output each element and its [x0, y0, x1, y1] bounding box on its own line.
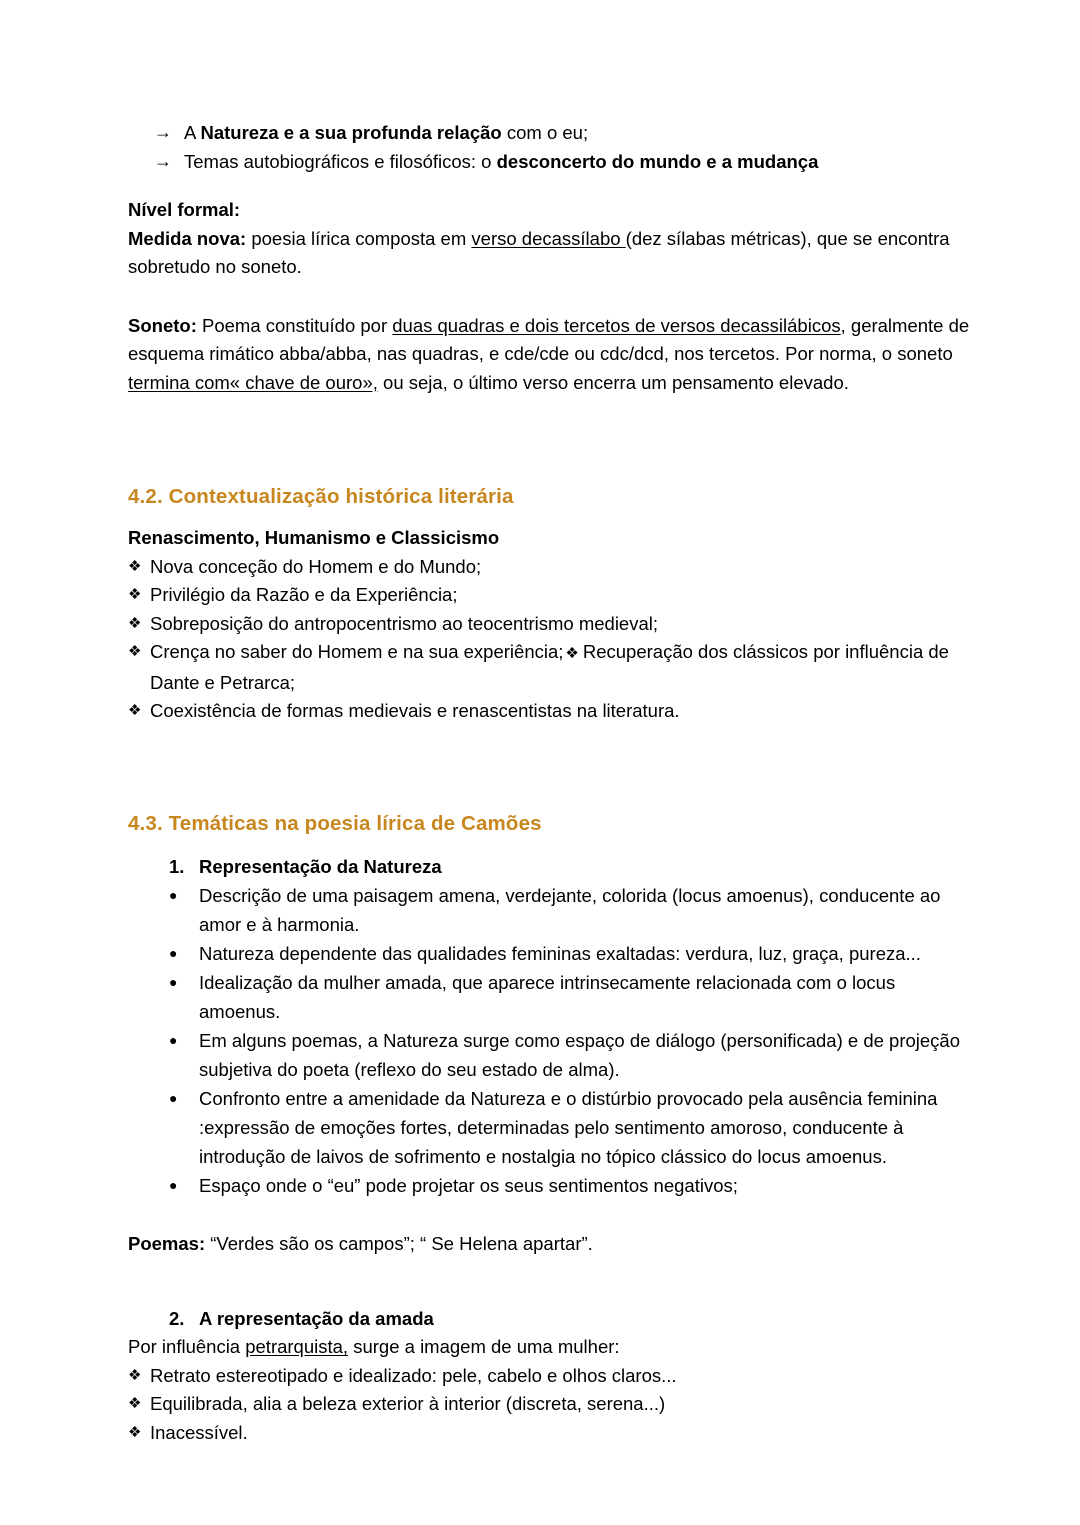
poemas-text: “Verdes são os campos”; “ Se Helena apartar”. — [205, 1233, 593, 1254]
list-item — [128, 1084, 970, 1171]
medida-nova-text-before: poesia lírica composta em — [246, 227, 472, 249]
soneto-part-3: ou seja, o último verso encerra um pensamento elevado. — [377, 371, 849, 393]
medida-nova-text-after: (dez sílabas métricas), que se encontra sobretudo no soneto. — [128, 227, 950, 277]
list-item-text: Idealização da mulher amada, que aparece intrinsecamente relacionada com o locus amoenus. — [199, 972, 896, 1022]
intro-before: Por influência — [128, 1336, 246, 1357]
numbered-item-1 — [128, 853, 970, 882]
list-item — [128, 1390, 970, 1419]
list-item — [128, 610, 970, 639]
list-item — [128, 1171, 970, 1200]
dot-bullet-list-4-3 — [128, 881, 970, 1200]
text-prefix: Temas autobiográficos e filosóficos: o — [184, 151, 497, 172]
list-item-text — [184, 147, 970, 176]
soneto-label: Soneto: — [128, 314, 197, 336]
list-item-text: Equilibrada, alia a beleza exterior à interior (discreta, serena...) — [150, 1393, 666, 1414]
diamond-bullet-icon: ❖ — [128, 557, 142, 575]
soneto-paragraph — [128, 312, 970, 398]
list-item-text: Inacessível. — [150, 1421, 248, 1443]
nivel-formal-label: Nível formal: — [128, 199, 241, 220]
list-item-text: Nova conceção do Homem e do Mundo; — [150, 555, 482, 577]
text-prefix: A — [184, 122, 201, 143]
list-item-text: Coexistência de formas medievais e renascentistas na literatura. — [150, 700, 680, 721]
list-item-text — [184, 118, 970, 147]
diamond-bullet-icon: ❖ — [128, 586, 142, 603]
arrow-right-icon: → — [154, 122, 172, 142]
list-item-text: Retrato estereotipado e idealizado: pele, cabelo e olhos claros... — [150, 1364, 677, 1386]
spacer — [128, 726, 970, 788]
soneto-underlined-2: termina com« chave de ouro», — [128, 371, 378, 393]
dot-bullet-icon: ● — [169, 945, 178, 961]
poemas-label: Poemas: — [128, 1233, 206, 1254]
diamond-bullet-icon: ❖ — [128, 1366, 142, 1384]
spacer — [128, 838, 970, 853]
list-item — [128, 1362, 970, 1391]
list-item-text: Descrição de uma paisagem amena, verdejante, colorida (locus amoenus), conducente ao amor e à harmonia. — [199, 885, 941, 935]
list-item — [128, 697, 970, 726]
diamond-bullet-icon: ❖ — [128, 702, 142, 719]
subheading-renascimento — [128, 524, 970, 553]
item-number: 1. — [169, 855, 185, 877]
text-suffix: com o eu; — [501, 122, 589, 143]
combined-first-text: Crença no saber do Homem e na sua experiência; — [150, 641, 564, 662]
list-item — [128, 939, 970, 968]
intro-underlined: petrarquista, — [245, 1336, 349, 1357]
dot-bullet-icon: ● — [169, 974, 178, 990]
dot-bullet-icon: ● — [169, 1032, 178, 1048]
list-item — [128, 581, 970, 610]
spacer — [128, 176, 970, 196]
section-heading-4-3: 4.3. Temáticas na poesia lírica de Camões — [128, 811, 542, 835]
text-bold: Natureza e a sua profunda relação — [200, 122, 502, 143]
list-item — [128, 1026, 970, 1084]
diamond-bullet-list-4-3 — [128, 1362, 970, 1448]
diamond-bullet-icon: ❖ — [128, 1423, 142, 1441]
poemas-paragraph — [128, 1230, 970, 1259]
diamond-bullet-icon: ❖ — [128, 614, 142, 632]
list-item — [128, 1419, 970, 1448]
list-item-text: Confronto entre a amenidade da Natureza e o distúrbio provocado pela ausência feminina :expressão de emoções fortes, determinadas pelo sentimento amoroso, conducente à introdução de laivos de sofrimento e nostalgia no tópico clássico do locus amoenus. — [199, 1088, 938, 1167]
subheading-text: Renascimento, Humanismo e Classicismo — [128, 527, 500, 548]
dot-bullet-icon: ● — [169, 1090, 178, 1106]
diamond-bullet-icon-inline: ❖ — [565, 645, 579, 662]
list-item — [128, 553, 970, 582]
spacer — [128, 1200, 970, 1230]
soneto-underlined-1: duas quadras e dois tercetos de versos decassilábicos — [392, 314, 841, 336]
dot-bullet-icon: ● — [169, 1177, 178, 1193]
arrow-bullet-list — [128, 118, 970, 176]
list-item — [128, 968, 970, 1026]
medida-nova-label: Medida nova: — [128, 227, 247, 249]
medida-nova-paragraph — [128, 225, 970, 282]
petrarquista-paragraph — [128, 1333, 970, 1362]
spacer — [128, 788, 970, 810]
list-item-text: Natureza dependente das qualidades femininas exaltadas: verdura, luz, graça, pureza... — [199, 943, 921, 964]
list-item-text — [150, 638, 970, 697]
list-item-text: Espaço onde o “eu” pode projetar os seus sentimentos negativos; — [199, 1175, 738, 1196]
soneto-part-2: , geralmente de esquema rimático abba/abba, nas quadras, e cde/cde ou cdc/dcd, nos tercetos. Por norma, o soneto — [128, 314, 970, 364]
soneto-part-1: Poema constituído por — [196, 314, 393, 336]
dot-bullet-icon: ● — [169, 887, 178, 903]
diamond-bullet-icon: ❖ — [128, 643, 142, 660]
intro-after: surge a imagem de uma mulher: — [348, 1336, 620, 1357]
list-item — [128, 881, 970, 939]
list-item-combined — [128, 638, 970, 697]
numbered-item-2 — [128, 1305, 970, 1334]
spacer — [128, 397, 970, 459]
diamond-bullet-icon: ❖ — [128, 1395, 142, 1412]
item-number: 2. — [169, 1307, 185, 1329]
item-title: A representação da amada — [199, 1307, 434, 1329]
section-heading-4-2: 4.2. Contextualização histórica literária — [128, 485, 514, 508]
nivel-formal-heading — [128, 196, 970, 225]
medida-nova-underlined: verso decassílabo — [471, 227, 626, 249]
arrow-right-icon: → — [154, 151, 172, 171]
diamond-bullet-list-4-2 — [128, 553, 970, 726]
combined-second-text: Recuperação dos clássicos por influência de Dante e Petrarca; — [150, 641, 949, 693]
spacer — [128, 1259, 970, 1305]
text-bold: desconcerto do mundo e a mudança — [496, 151, 819, 172]
item-title: Representação da Natureza — [199, 855, 442, 877]
list-item — [128, 147, 970, 176]
list-item — [128, 118, 970, 147]
list-item-text: Em alguns poemas, a Natureza surge como espaço de diálogo (personificada) e de projeção subjetiva do poeta (reflexo do seu estado de alma). — [199, 1030, 961, 1080]
spacer — [128, 511, 970, 524]
spacer — [128, 282, 970, 312]
spacer — [128, 459, 970, 483]
list-item-text: Sobreposição do antropocentrismo ao teocentrismo medieval; — [150, 612, 659, 634]
list-item-text: Privilégio da Razão e da Experiência; — [150, 584, 458, 605]
